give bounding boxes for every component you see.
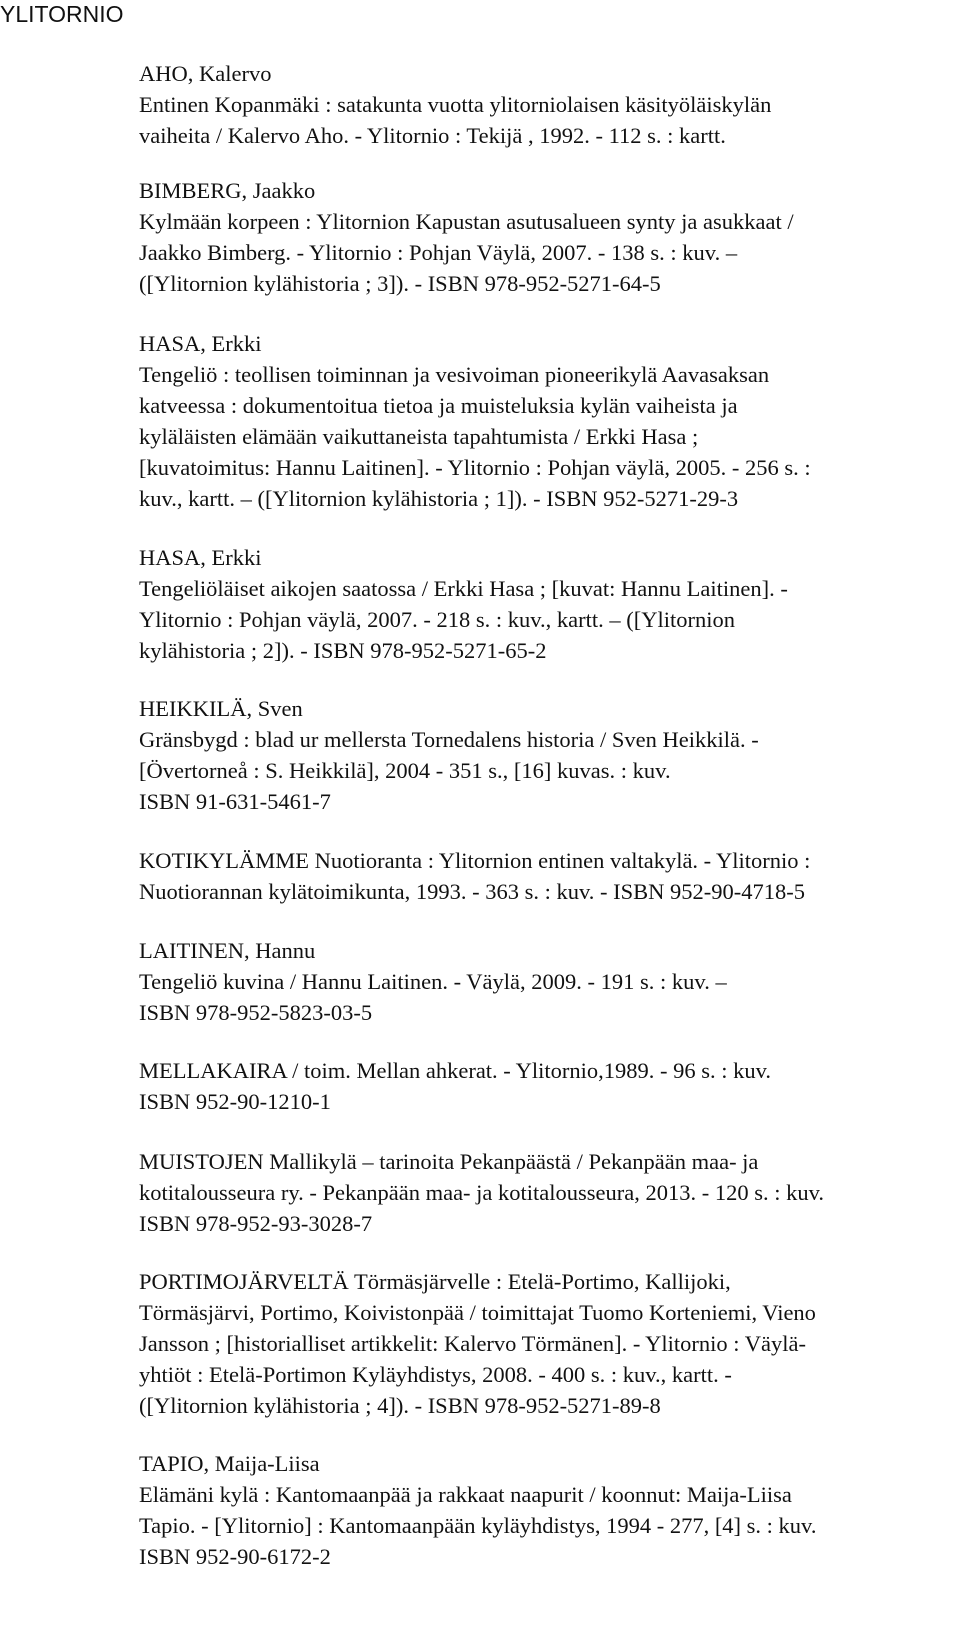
entry-line: Törmäsjärvi, Portimo, Koivistonpää / toimittajat Tuomo Korteniemi, Vieno: [139, 1300, 816, 1325]
entry-line: PORTIMOJÄRVELTÄ Törmäsjärvelle : Etelä-Portimo, Kallijoki,: [139, 1269, 731, 1294]
entry-line: HEIKKILÄ, Sven: [139, 696, 303, 721]
entry-line: [kuvatoimitus: Hannu Laitinen]. - Ylitornio : Pohjan väylä, 2005. - 256 s. :: [139, 455, 811, 480]
entry-line: ISBN 91-631-5461-7: [139, 789, 331, 814]
entry-line: HASA, Erkki: [139, 331, 262, 356]
entry-line: HASA, Erkki: [139, 545, 262, 570]
entry-line: LAITINEN, Hannu: [139, 938, 316, 963]
entry-line: Tengeliö kuvina / Hannu Laitinen. - Väylä, 2009. - 191 s. : kuv. –: [139, 969, 727, 994]
page-heading: YLITORNIO: [0, 1, 124, 27]
entry-line: Tengeliö : teollisen toiminnan ja vesivoiman pioneerikylä Aavasaksan: [139, 362, 770, 387]
bibliography-entry: [139, 1448, 944, 1572]
entry-line: Entinen Kopanmäki : satakunta vuotta ylitorniolaisen käsityöläiskylän: [139, 92, 772, 117]
entry-line: Jansson ; [historialliset artikkelit: Kalervo Törmänen]. - Ylitornio : Väylä-: [139, 1331, 806, 1356]
entry-line: vaiheita / Kalervo Aho. - Ylitornio : Tekijä , 1992. - 112 s. : kartt.: [139, 123, 726, 148]
entry-line: Gränsbygd : blad ur mellersta Tornedalens historia / Sven Heikkilä. -: [139, 727, 759, 752]
entry-line: Nuotiorannan kylätoimikunta, 1993. - 363 s. : kuv. - ISBN 952-90-4718-5: [139, 879, 805, 904]
entry-line: Tapio. - [Ylitornio] : Kantomaanpään kyläyhdistys, 1994 - 277, [4] s. : kuv.: [139, 1513, 817, 1538]
entry-line: [Övertorneå : S. Heikkilä], 2004 - 351 s., [16] kuvas. : kuv.: [139, 758, 671, 783]
entry-line: Ylitornio : Pohjan väylä, 2007. - 218 s. : kuv., kartt. – ([Ylitornion: [139, 607, 735, 632]
entry-line: kylähistoria ; 2]). - ISBN 978-952-5271-65-2: [139, 638, 547, 663]
bibliography-entry: [139, 542, 944, 666]
entry-line: ISBN 952-90-1210-1: [139, 1089, 331, 1114]
entry-line: ([Ylitornion kylähistoria ; 4]). - ISBN 978-952-5271-89-8: [139, 1393, 661, 1418]
entry-line: ISBN 978-952-93-3028-7: [139, 1211, 373, 1236]
entry-line: ISBN 978-952-5823-03-5: [139, 1000, 373, 1025]
entry-line: MELLAKAIRA / toim. Mellan ahkerat. - Ylitornio,1989. - 96 s. : kuv.: [139, 1058, 771, 1083]
bibliography-entry: [139, 693, 944, 817]
entry-line: katveessa : dokumentoitua tietoa ja muisteluksia kylän vaiheista ja: [139, 393, 738, 418]
entry-line: ISBN 952-90-6172-2: [139, 1544, 331, 1569]
bibliography-entry: [139, 845, 944, 907]
bibliography-entry: [139, 1266, 944, 1421]
entry-line: kyläläisten elämään vaikuttaneista tapahtumista / Erkki Hasa ;: [139, 424, 699, 449]
entry-line: TAPIO, Maija-Liisa: [139, 1451, 320, 1476]
entry-line: MUISTOJEN Mallikylä – tarinoita Pekanpäästä / Pekanpään maa- ja: [139, 1149, 759, 1174]
bibliography-entry: [139, 1055, 944, 1117]
bibliography-entry: [139, 935, 944, 1028]
entry-line: KOTIKYLÄMME Nuotioranta : Ylitornion entinen valtakylä. - Ylitornio :: [139, 848, 811, 873]
entry-line: BIMBERG, Jaakko: [139, 178, 316, 203]
bibliography-entry: [139, 328, 944, 514]
entry-line: Jaakko Bimberg. - Ylitornio : Pohjan Väylä, 2007. - 138 s. : kuv. –: [139, 240, 738, 265]
entry-line: Tengeliöläiset aikojen saatossa / Erkki Hasa ; [kuvat: Hannu Laitinen]. -: [139, 576, 788, 601]
entry-line: Elämäni kylä : Kantomaanpää ja rakkaat naapurit / koonnut: Maija-Liisa: [139, 1482, 792, 1507]
entry-line: ([Ylitornion kylähistoria ; 3]). - ISBN 978-952-5271-64-5: [139, 271, 661, 296]
entry-line: AHO, Kalervo: [139, 61, 272, 86]
entry-line: yhtiöt : Etelä-Portimon Kyläyhdistys, 2008. - 400 s. : kuv., kartt. -: [139, 1362, 732, 1387]
entry-line: Kylmään korpeen : Ylitornion Kapustan asutusalueen synty ja asukkaat /: [139, 209, 794, 234]
entry-line: kotitalousseura ry. - Pekanpään maa- ja kotitalousseura, 2013. - 120 s. : kuv.: [139, 1180, 825, 1205]
bibliography-entry: [139, 58, 944, 151]
bibliography-entry: [139, 175, 944, 299]
entry-line: kuv., kartt. – ([Ylitornion kylähistoria ; 1]). - ISBN 952-5271-29-3: [139, 486, 739, 511]
bibliography-entry: [139, 1146, 944, 1239]
